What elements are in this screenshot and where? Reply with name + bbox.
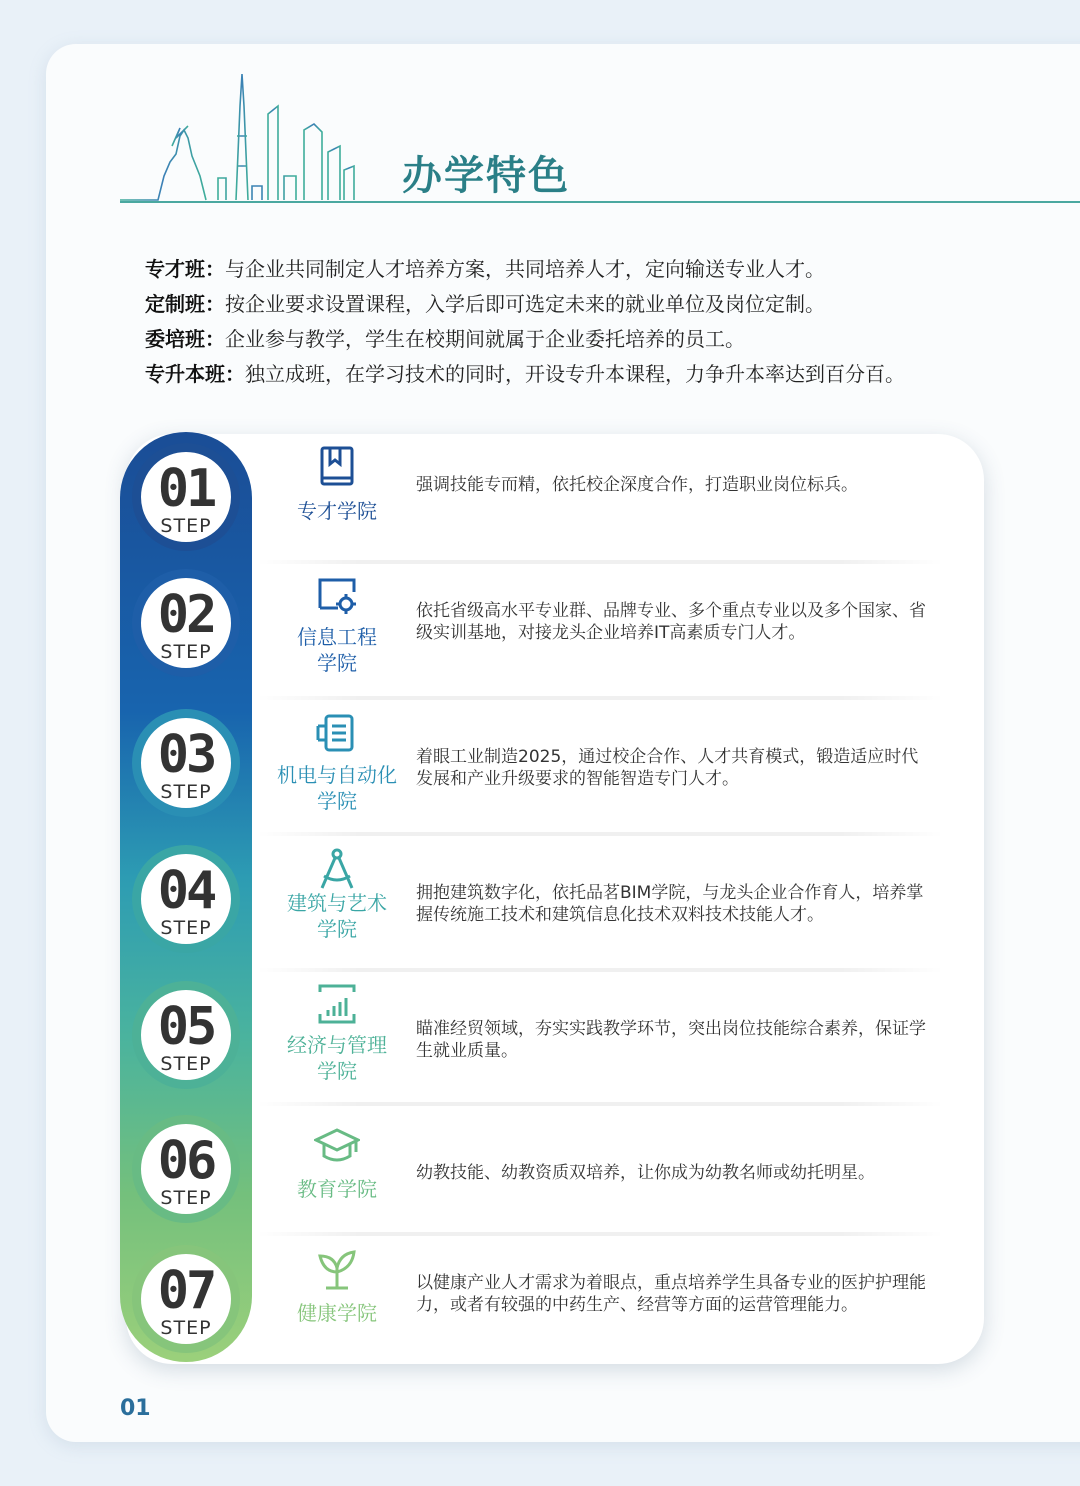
city-skyline-icon — [118, 66, 388, 206]
intro-text: 企业参与教学，学生在校期间就属于企业委托培养的员工。 — [225, 327, 745, 351]
intro-text: 按企业要求设置课程，入学后即可选定未来的就业单位及岗位定制。 — [225, 292, 825, 316]
college-row — [126, 972, 984, 1106]
step-number: 03 — [157, 725, 215, 785]
intro-item — [145, 287, 1045, 322]
step-number: 01 — [157, 459, 215, 519]
step-label: STEP — [160, 1187, 212, 1209]
intro-list — [145, 252, 1045, 392]
step-badge — [132, 1245, 240, 1353]
step-badge — [132, 845, 240, 953]
plant-icon — [314, 1246, 360, 1292]
page-number: 01 — [120, 1396, 151, 1421]
college-name: 机电与自动化 学院 — [277, 763, 397, 813]
step-label: STEP — [160, 917, 212, 939]
college-row — [126, 836, 984, 972]
step-number: 02 — [157, 585, 215, 645]
compass-icon — [314, 846, 360, 892]
college-list — [126, 434, 984, 1364]
intro-label: 专升本班： — [145, 362, 245, 386]
step-number: 04 — [157, 861, 215, 921]
college-description: 幼教技能、幼教资质双培养，让你成为幼教名师或幼托明星。 — [416, 1163, 875, 1183]
page-title: 办学特色 — [402, 152, 570, 199]
intro-item — [145, 252, 1045, 287]
step-label: STEP — [160, 781, 212, 803]
chart-icon — [314, 982, 360, 1028]
college-row — [126, 1236, 984, 1364]
step-number: 07 — [157, 1261, 215, 1321]
college-row — [126, 564, 984, 700]
college-description: 瞄准经贸领域，夯实实践教学环节，突出岗位技能综合素养，保证学生就业质量。 — [416, 1019, 926, 1061]
step-badge — [132, 569, 240, 677]
college-name: 专才学院 — [297, 499, 377, 523]
graduation-cap-icon — [314, 1124, 360, 1170]
step-label: STEP — [160, 515, 212, 537]
college-description: 强调技能专而精，依托校企深度合作，打造职业岗位标兵。 — [416, 475, 858, 495]
step-badge — [132, 709, 240, 817]
college-description: 拥抱建筑数字化，依托品茗BIM学院，与龙头企业合作育人，培养掌握传统施工技术和建筑信息化技术双料技术技能人才。 — [416, 883, 924, 925]
college-name: 建筑与艺术 学院 — [287, 891, 387, 941]
college-row — [126, 434, 984, 564]
step-label: STEP — [160, 641, 212, 663]
motor-icon — [314, 710, 360, 756]
computer-gear-icon — [314, 574, 360, 620]
step-badge — [132, 443, 240, 551]
intro-label: 专才班： — [145, 257, 225, 281]
step-label: STEP — [160, 1053, 212, 1075]
college-name: 信息工程 学院 — [297, 625, 377, 675]
step-number: 05 — [157, 997, 215, 1057]
step-number: 06 — [157, 1131, 215, 1191]
college-name: 教育学院 — [297, 1177, 377, 1201]
college-name: 健康学院 — [297, 1301, 377, 1325]
book-icon — [314, 444, 360, 490]
step-badge — [132, 1115, 240, 1223]
intro-item — [145, 322, 1045, 357]
college-description: 着眼工业制造2025，通过校企合作、人才共育模式，锻造适应时代发展和产业升级要求的智能智造专门人才。 — [416, 747, 919, 789]
step-label: STEP — [160, 1317, 212, 1339]
intro-item — [145, 357, 1045, 392]
college-description: 以健康产业人才需求为着眼点，重点培养学生具备专业的医护护理能力，或者有较强的中药生产、经营等方面的运营管理能力。 — [416, 1273, 926, 1315]
intro-text: 与企业共同制定人才培养方案，共同培养人才，定向输送专业人才。 — [225, 257, 825, 281]
intro-text: 独立成班，在学习技术的同时，开设专升本课程，力争升本率达到百分百。 — [245, 362, 905, 386]
college-row — [126, 700, 984, 836]
college-name: 经济与管理 学院 — [287, 1033, 387, 1083]
step-badge — [132, 981, 240, 1089]
college-description: 依托省级高水平专业群、品牌专业、多个重点专业以及多个国家、省级实训基地，对接龙头企业培养IT高素质专门人才。 — [416, 601, 926, 643]
college-row — [126, 1106, 984, 1236]
header-rule — [120, 201, 1080, 203]
intro-label: 委培班： — [145, 327, 225, 351]
intro-label: 定制班： — [145, 292, 225, 316]
